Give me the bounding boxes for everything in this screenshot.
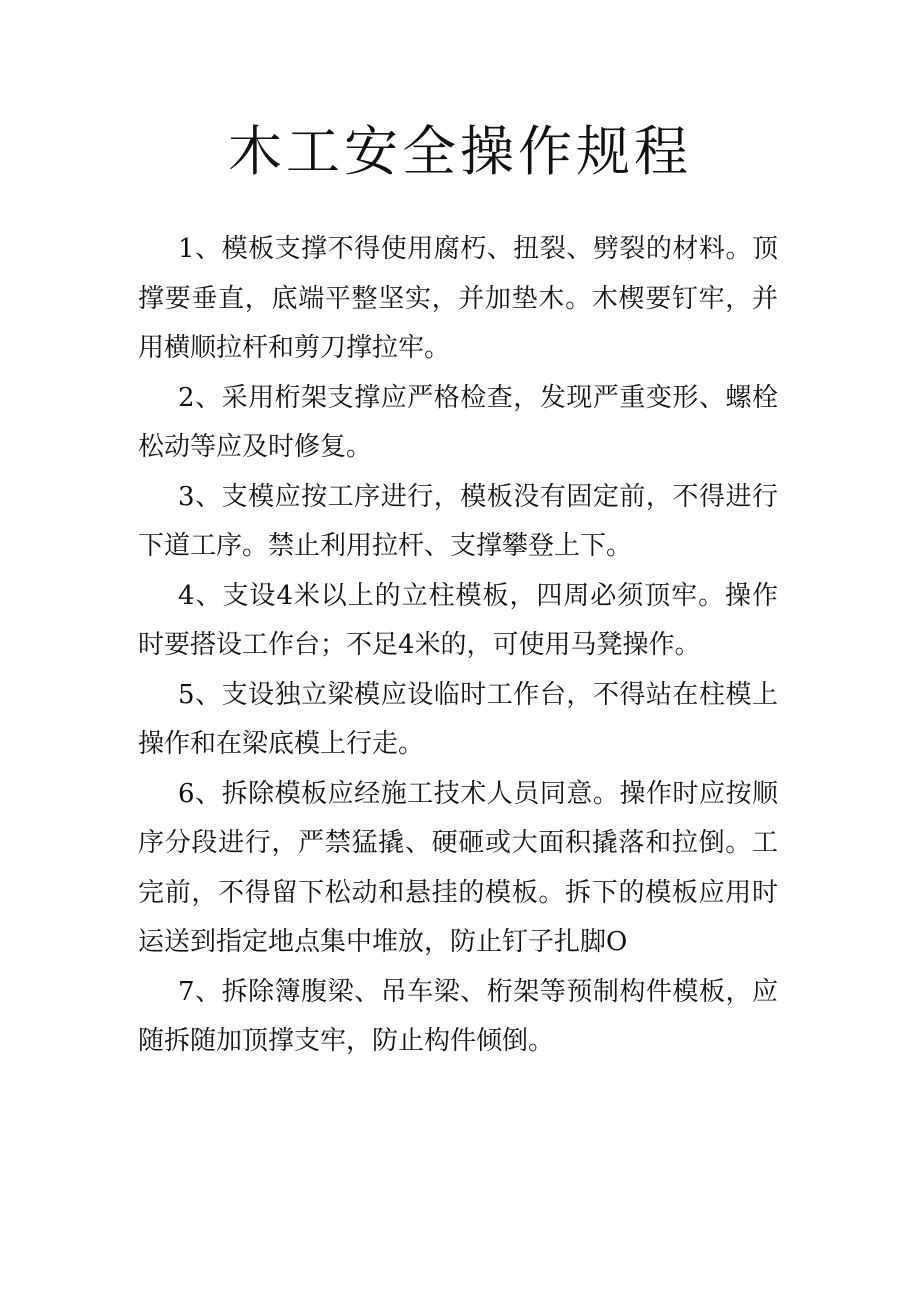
rule-item-1: 1、模板支撑不得使用腐朽、扭裂、劈裂的材料。顶撑要垂直，底端平整坚实，并加垫木。木楔要钉牢，并用横顺拉杆和剪刀撑拉牢。 xyxy=(138,234,778,363)
rule-item-5: 5、支设独立梁模应设临时工作台，不得站在柱模上操作和在梁底模上行走。 xyxy=(138,679,778,759)
rule-item-2: 2、采用桁架支撑应严格检查，发现严重变形、螺栓松动等应及时修复。 xyxy=(138,382,778,462)
rule-item-4: 4、支设4米以上的立柱模板，四周必须顶牢。操作时要搭设工作台；不足4米的，可使用马凳操作。 xyxy=(138,580,778,660)
rule-item-3: 3、支模应按工序进行，模板没有固定前，不得进行下道工序。禁止利用拉杆、支撑攀登上下。 xyxy=(138,481,778,561)
document-title: 木工安全操作规程 xyxy=(228,120,692,183)
rule-item-6: 6、拆除模板应经施工技术人员同意。操作时应按顺序分段进行，严禁猛撬、硬砸或大面积撬落和拉倒。工完前，不得留下松动和悬挂的模板。拆下的模板应用时运送到指定地点集中堆放，防止钉子扎脚O xyxy=(138,778,778,957)
rules-list xyxy=(138,225,778,1067)
rule-item-7: 7、拆除簿腹梁、吊车梁、桁架等预制构件模板，应随拆随加顶撑支牢，防止构件倾倒。 xyxy=(138,976,778,1056)
